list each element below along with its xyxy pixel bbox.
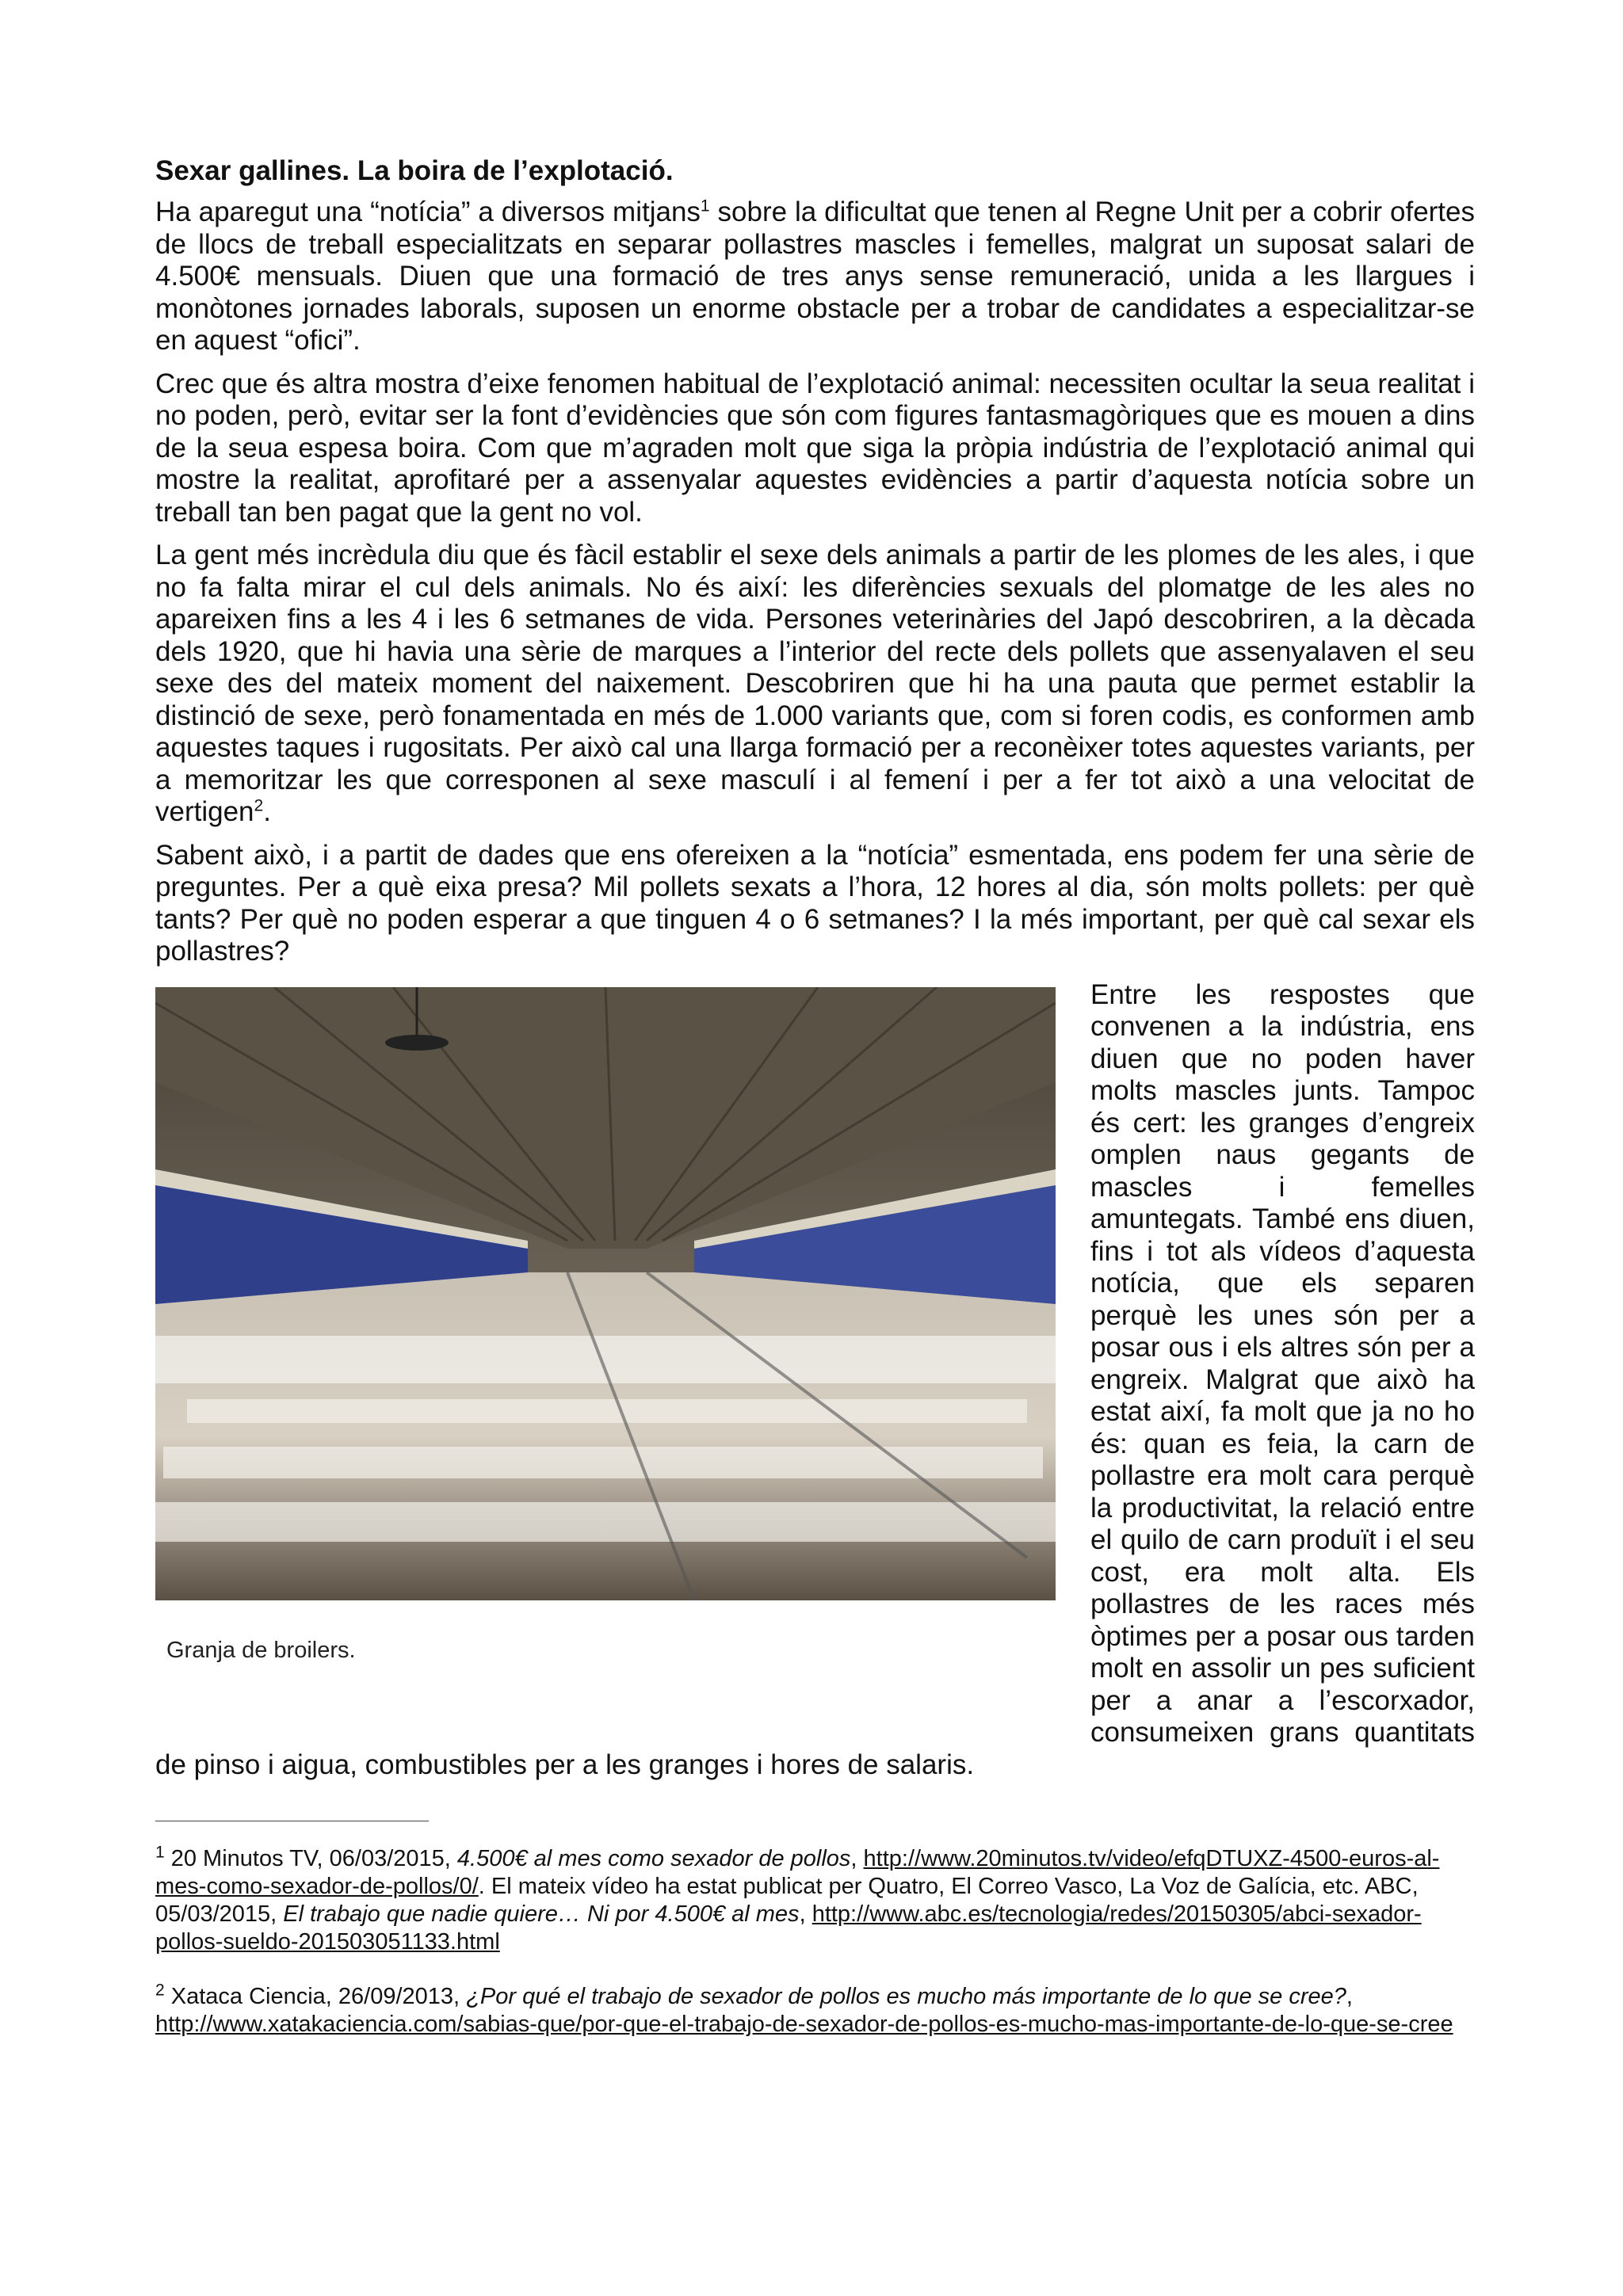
- footnote-2-link[interactable]: http://www.xatakaciencia.com/sabias-que/por-que-el-trabajo-de-sexador-de-pollos-es-mucho-mas-importante-de-lo-que-se-cree: [155, 2012, 1453, 2037]
- footnote-1-number: 1: [155, 1843, 165, 1862]
- footnote-1-text-d: ,: [799, 1901, 812, 1927]
- paragraph-4: Sabent això, i a partit de dades que ens ofereixen a la “notícia” esmentada, ens podem fer una sèrie de preguntes. Per a què eixa presa? Mil pollets sexats a l’hora, 12 hores al dia, són molts pollets: per què tants? Per què no poden esperar a que tinguen 4 o 6 setmanes? I la més important, per què cal sexar els pollastres?: [155, 839, 1475, 967]
- figure: [155, 987, 1065, 1748]
- figure-caption: Granja de broilers.: [166, 1637, 356, 1663]
- paragraph-1: [155, 196, 1475, 357]
- footnote-2-text-a: Xataca Ciencia, 26/09/2013,: [164, 1984, 467, 2009]
- footnote-ref-1[interactable]: 1: [700, 196, 710, 215]
- paragraph-5: Entre les respostes que convenen a la indústria, ens diuen que no poden haver molts mascles junts. Tampoc és cert: les granges d’engreix omplen naus gegants de mascles i femelles amuntegats. També ens diuen, fins i tot als vídeos d’aquesta notícia, que els separen perquè les unes són per a posar ous i els altres són per a engreix. Malgrat que això ha estat així, fa molt que ja no ho és: quan es feia, la carn de pollastre era molt cara perquè la productivitat, la relació entre el quilo de carn produït i el seu cost, era molt alta. Els pollastres de les races més òptimes per a posar ous tarden molt en assolir un pes suficient per a anar a l’escorxador, consumeixen grans quantitats de pinso i aigua, combustibles per a les granges i hores de salaris.: [155, 978, 1475, 1780]
- paragraph-3-text-a: La gent més incrèdula diu que és fàcil establir el sexe dels animals a partir de les plomes de les ales, i que no fa falta mirar el cul dels animals. No és així: les diferències sexuals del plomatge de les ales no apareixen fins a les 4 i les 6 setmanes de vida. Persones veterinàries del Japó descobriren, a la dècada dels 1920, que hi havia una sèrie de marques a l’interior del recte dels pollets que assenyalaven el seu sexe des del mateix moment del naixement. Descobriren que hi ha una pauta que permet establir la distinció de sexe, però fonamentada en més de 1.000 variants que, com si foren codis, es conformen amb aquestes taques i rugositats. Per això cal una llarga formació per a reconèixer totes aquestes variants, per a memoritzar les que corresponen al sexe masculí i al femení i per a fer tot això a una velocitat de vertigen: [155, 540, 1475, 827]
- footnote-1-title-2: El trabajo que nadie quiere… Ni por 4.500€ al mes: [283, 1901, 800, 1927]
- footnote-1-text-c: . El mateix vídeo ha estat publicat per Quatro, El Correo Vasco, La Voz de Galícia, etc. ABC, 05/03/2015,: [155, 1874, 1419, 1927]
- footnote-1-link[interactable]: http://www.20minutos.tv/video/efqDTUXZ-4500-euros-al-mes-como-sexador-de-pollos/0/: [155, 1846, 1440, 1899]
- footnote-2-number: 2: [155, 1981, 165, 2000]
- footnote-1-title: 4.500€ al mes como sexador de pollos: [456, 1846, 851, 1871]
- footnote-1: [155, 1845, 1475, 1956]
- paragraph-3: [155, 540, 1475, 829]
- footnote-2-text-b: ,: [1346, 1984, 1353, 2009]
- footnote-1-link-2[interactable]: http://www.abc.es/tecnologia/redes/20150305/abci-sexador-pollos-sueldo-201503051133.html: [155, 1901, 1422, 1955]
- broiler-farm-photo: [155, 987, 1056, 1600]
- footnote-2-title: ¿Por qué el trabajo de sexador de pollos es mucho más importante de lo que se cree?: [466, 1984, 1346, 2009]
- footnote-2: [155, 1983, 1475, 2039]
- footnote-1-text-b: ,: [850, 1846, 864, 1871]
- paragraph-3-text-b: .: [263, 796, 271, 827]
- footnote-1-text-a: 20 Minutos TV, 06/03/2015,: [164, 1846, 457, 1871]
- paragraph-1-text-a: Ha aparegut una “notícia” a diversos mitjans: [155, 196, 701, 227]
- document-title: Sexar gallines. La boira de l’explotació.: [155, 155, 674, 186]
- document-page: [155, 155, 1475, 2065]
- paragraph-1-text-b: sobre la dificultat que tenen al Regne Unit per a cobrir ofertes de llocs de treball especialitzats en separar pollastres mascles i femelles, malgrat un suposat salari de 4.500€ mensuals. Diuen que una formació de tres anys sense remuneració, unida a les llargues i monòtones jornades laborals, suposen un enorme obstacle per a trobar de candidates a especialitzar-se en aquest “ofici”.: [155, 196, 1475, 356]
- paragraph-2: Crec que és altra mostra d’eixe fenomen habitual de l’explotació animal: necessiten ocultar la seua realitat i no poden, però, evitar ser la font d’evidències que són com figures fantasmagòriques que es mouen a dins de la seua espesa boira. Com que m’agraden molt que siga la pròpia indústria de l’explotació animal qui mostre la realitat, aprofitaré per a assenyalar aquestes evidències a partir d’aquesta notícia sobre un treball tan ben pagat que la gent no vol.: [155, 368, 1475, 528]
- footnote-ref-2[interactable]: 2: [254, 796, 264, 815]
